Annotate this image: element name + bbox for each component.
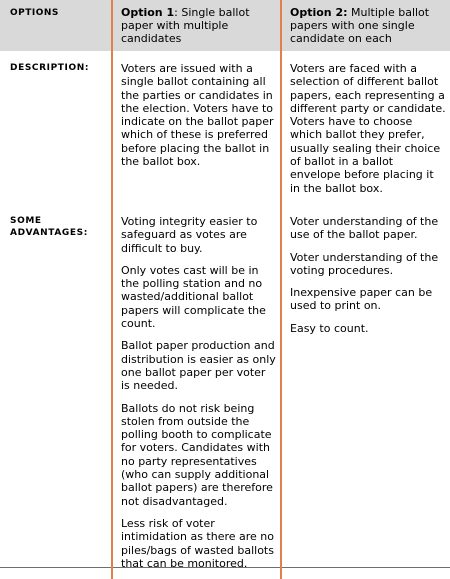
description-label-cell (0, 51, 112, 204)
option2-advantage-item: Voter understanding of the use of the ballot paper. (290, 214, 439, 242)
option2-heading (282, 0, 450, 45)
description-row (0, 51, 450, 204)
header-row (0, 0, 450, 51)
advantages-label (0, 204, 111, 239)
option1-advantage-item: Voting integrity easier to safeguard as votes are difficult to buy. (121, 214, 258, 255)
option1-header-cell (112, 0, 281, 51)
option2-description-text: Voters are faced with a selection of different ballot papers, each representing a different party or candidate. Voters have to choose which ballot they prefer, usually sealing their choice of ballot in a ballot envelope before placing it in the ballot box. (290, 62, 446, 195)
option2-title: Option 2: (290, 6, 348, 19)
option1-advantages-cell (112, 204, 281, 579)
option1-description-text: Voters are issued with a single ballot containing all the parties or candidates in the election. Voters have to indicate on the ballot paper which of these is preferred before placing the ballot in the ballot box. (121, 62, 274, 169)
option1-description-cell (112, 51, 281, 204)
option1-subtitle: : Single ballot paper with multiple candidates (121, 6, 250, 45)
option1-advantage-item: Only votes cast will be in the polling station and no wasted/additional ballot papers will complicate the count. (121, 263, 266, 331)
option2-description-cell (281, 51, 450, 204)
option2-advantage-item: Voter understanding of the voting procedures. (290, 250, 439, 277)
advantages-label-line1: SOME (10, 215, 42, 226)
advantages-label-line2: ADVANTAGES: (10, 227, 88, 238)
option2-advantages-cell (281, 204, 450, 579)
option1-advantage-item: Less risk of voter intimidation as there are no piles/bags of wasted ballots that can be monitored. (121, 516, 275, 570)
option2-subtitle: Multiple ballot papers with one single candidate on each (290, 6, 430, 45)
advantages-label-cell (0, 204, 112, 579)
option2-advantage-item: Inexpensive paper can be used to print on. (290, 286, 433, 313)
option2-advantage-item: Easy to count. (290, 321, 369, 335)
description-label: DESCRIPTION: (10, 63, 90, 73)
option2-header-cell (281, 0, 450, 51)
options-label: OPTIONS (10, 8, 59, 18)
advantages-row (0, 204, 450, 579)
option1-advantage-item: Ballots do not risk being stolen from outside the polling booth to complicate for voters. Candidates with no party representatives (who can supply additional ballot papers) are therefore not disadvantaged. (121, 401, 273, 508)
option1-heading (113, 0, 280, 45)
options-header-cell (0, 0, 112, 51)
option1-advantage-item: Ballot paper production and distribution is easier as only one ballot paper per voter is needed. (121, 339, 276, 393)
option1-title: Option 1 (121, 6, 175, 19)
